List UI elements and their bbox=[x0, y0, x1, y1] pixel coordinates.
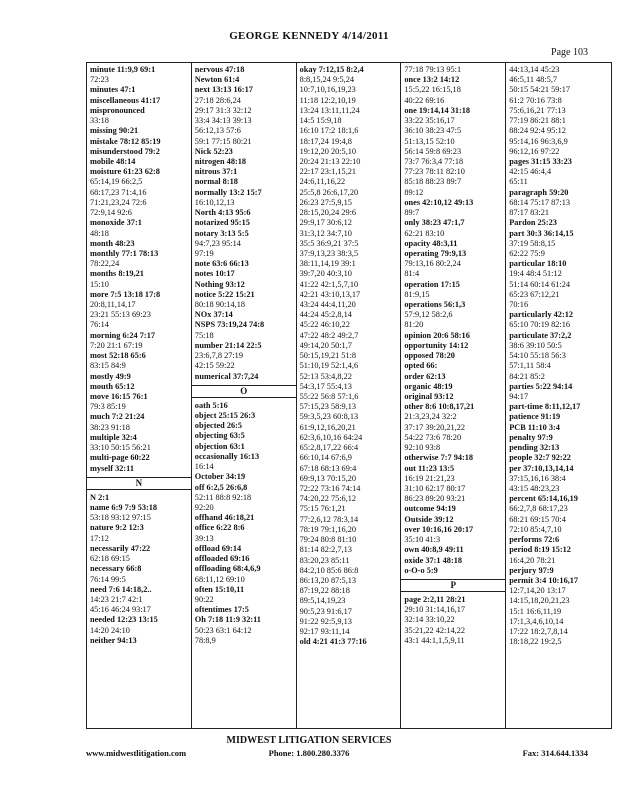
index-entry: opinion 20:6 58:16 bbox=[404, 330, 470, 340]
index-entry-continuation: 59:1 77:15 80:21 bbox=[194, 136, 252, 146]
index-grid bbox=[86, 62, 612, 729]
index-entry-continuation: 79:13,16 80:2,24 bbox=[404, 259, 461, 269]
index-entry-continuation: 29:10 31:14,16,17 bbox=[404, 605, 466, 615]
index-entry-continuation: 36:10 38:23 47:5 bbox=[404, 126, 462, 136]
index-entry-continuation: 43:15 48:23,23 bbox=[509, 483, 560, 493]
index-entry: Newton 61:4 bbox=[194, 75, 240, 85]
index-entry: PCB 11:10 3:4 bbox=[509, 422, 560, 432]
index-entry-continuation: 29:9,17 30:6,12 bbox=[299, 218, 352, 228]
index-entry-continuation: 88:24 92:4 95:12 bbox=[509, 126, 566, 136]
index-entry-continuation: 31:3,12 34:7,10 bbox=[299, 228, 352, 238]
index-entry-continuation: 37:9,13,23 38:3,5 bbox=[299, 248, 359, 258]
index-entry-continuation: 44:13,14 45:23 bbox=[509, 65, 560, 74]
index-entry: normally 13:2 15:7 bbox=[194, 187, 262, 197]
index-entry: operating 79:9,13 bbox=[404, 248, 467, 258]
index-entry: moisture 61:23 62:8 bbox=[90, 167, 160, 177]
index-column-3 bbox=[297, 63, 402, 728]
index-entry-continuation: 87:17 83:21 bbox=[509, 208, 550, 218]
index-entry-continuation: 77:18 79:13 95:1 bbox=[404, 65, 462, 74]
index-entry-continuation: 24:6,11,16,22 bbox=[299, 177, 346, 187]
index-entry-continuation: 76:14 bbox=[90, 320, 109, 330]
index-entry-continuation: 79:3 85:19 bbox=[90, 402, 126, 412]
index-entry-continuation: 76:14 99:5 bbox=[90, 574, 126, 584]
footer-company: MIDWEST LITIGATION SERVICES bbox=[226, 735, 392, 746]
index-entry-continuation: 81:20 bbox=[404, 320, 424, 330]
index-entry-continuation: 16:4,20 78:21 bbox=[509, 555, 556, 565]
index-entry-continuation: 17:12 bbox=[90, 533, 109, 543]
index-entry: parties 5:22 94:14 bbox=[509, 381, 573, 391]
index-entry-continuation: 38:23 91:18 bbox=[90, 422, 130, 432]
index-entry: Nick 52:23 bbox=[194, 146, 233, 156]
index-entry: months 8:19,21 bbox=[90, 269, 144, 279]
index-entry: notarized 95:15 bbox=[194, 218, 250, 228]
index-entry: note 63:6 66:13 bbox=[194, 259, 249, 269]
index-entry-continuation: 48:18 bbox=[90, 228, 109, 238]
index-entry: October 34:19 bbox=[194, 472, 246, 482]
index-entry: once 13:2 14:12 bbox=[404, 75, 460, 85]
index-entry-continuation: 16:19 21:21,23 bbox=[404, 473, 455, 483]
index-entry-continuation: 38:11,14,19 39:1 bbox=[299, 259, 356, 269]
index-entry-continuation: 86:23 89:20 93:21 bbox=[404, 494, 466, 504]
index-entry-continuation: 62:21 83:10 bbox=[404, 228, 445, 238]
index-entry: object 25:15 26:3 bbox=[194, 411, 256, 420]
section-letter: O bbox=[192, 385, 296, 398]
index-entry: objecting 63:5 bbox=[194, 431, 245, 441]
index-entry: myself 32:11 bbox=[90, 463, 135, 473]
index-entry-continuation: 94:17 bbox=[509, 392, 529, 401]
index-entry-continuation: 77:19 86:21 88:1 bbox=[509, 116, 566, 126]
index-entry-continuation: 97:19 bbox=[194, 248, 214, 258]
index-column-2 bbox=[192, 63, 297, 728]
index-entry-continuation: 54:22 73:6 78:20 bbox=[404, 432, 462, 442]
index-entry: nitrous 37:1 bbox=[194, 167, 238, 177]
index-entry: misunderstood 79:2 bbox=[90, 146, 160, 156]
index-entry-continuation: 56:14 59:8 69:23 bbox=[404, 146, 462, 156]
index-entry: number 21:14 22:5 bbox=[194, 340, 262, 350]
index-entry-continuation: 23:21 55:13 69:23 bbox=[90, 310, 151, 320]
index-entry-continuation: 51:14 60:14 61:24 bbox=[509, 279, 571, 289]
index-entry-continuation: 81:14 82:2,7,13 bbox=[299, 545, 352, 555]
index-entry-continuation: 72:22 73:16 74:14 bbox=[299, 483, 361, 493]
index-entry-continuation: 79:24 80:8 81:10 bbox=[299, 535, 357, 545]
index-entry: often 15:10,11 bbox=[194, 584, 245, 594]
index-entry: outcome 94:19 bbox=[404, 504, 456, 514]
index-entry: order 62:13 bbox=[404, 371, 446, 381]
index-entry-continuation: 42:15 59:22 bbox=[194, 361, 235, 371]
index-entry-continuation: 78:8,9 bbox=[194, 635, 216, 645]
index-entry: oath 5:16 bbox=[194, 400, 228, 410]
index-entry-continuation: 18:17,24 19:4,8 bbox=[299, 136, 352, 146]
index-entry-continuation: 54:10 55:18 56:3 bbox=[509, 351, 566, 361]
index-entry-continuation: 47:22 48:2 49:2,7 bbox=[299, 330, 359, 340]
index-entry: notary 3:13 5:5 bbox=[194, 228, 249, 238]
index-entry: per 37:10,13,14,14 bbox=[509, 463, 574, 473]
index-entry: need 7:6 14:18,2.. bbox=[90, 584, 152, 594]
index-entry: people 32:7 92:22 bbox=[509, 453, 571, 463]
footer-fax: Fax: 314.644.1334 bbox=[522, 748, 588, 758]
index-entry-continuation: 61:2 70:16 73:8 bbox=[509, 95, 562, 105]
index-entry: North 4:13 95:6 bbox=[194, 208, 251, 218]
index-entry-continuation: 51:13,15 52:10 bbox=[404, 136, 455, 146]
index-entry-continuation: 86:13,20 87:5,13 bbox=[299, 575, 357, 585]
index-entry-continuation: 84:2,10 85:6 86:8 bbox=[299, 565, 359, 575]
index-entry: more 7:5 13:18 17:8 bbox=[90, 289, 161, 299]
index-entry-continuation: 92:10 93:8 bbox=[404, 443, 441, 453]
index-entry: o-O-o 5:9 bbox=[404, 565, 438, 575]
index-entry: Oh 7:18 11:9 32:11 bbox=[194, 615, 261, 625]
index-entry: opposed 78:20 bbox=[404, 351, 455, 361]
index-entry-continuation: 13:24 13:11,11,24 bbox=[299, 105, 360, 115]
index-entry: nitrogen 48:18 bbox=[194, 156, 247, 166]
index-entry: offhand 46:18,21 bbox=[194, 513, 255, 523]
index-entry-continuation: 39:13 bbox=[194, 533, 214, 543]
index-entry-continuation: 61:9,12,16,20,21 bbox=[299, 422, 356, 432]
section-letter: P bbox=[401, 579, 505, 592]
index-entry: monoxide 37:1 bbox=[90, 218, 142, 228]
index-entry-continuation: 38:6 39:10 50:5 bbox=[509, 340, 562, 350]
index-entry-continuation: 15:5,22 16:15,18 bbox=[404, 85, 461, 95]
index-entry: multiple 32:4 bbox=[90, 432, 137, 442]
document-title: GEORGE KENNEDY 4/14/2011 bbox=[229, 30, 389, 42]
index-entry-continuation: 42:21 43:10,13,17 bbox=[299, 289, 361, 299]
index-entry: particular 18:10 bbox=[509, 259, 567, 269]
index-entry-continuation: 55:22 56:8 57:1,6 bbox=[299, 392, 359, 401]
index-entry: oxide 37:1 48:18 bbox=[404, 555, 463, 565]
index-entry: NSPS 73:19,24 74:8 bbox=[194, 320, 265, 330]
index-entry-continuation: 62:18 69:15 bbox=[90, 554, 130, 564]
index-entry: opacity 48:3,11 bbox=[404, 238, 458, 248]
index-entry-continuation: 37:15,16,16 38:4 bbox=[509, 473, 566, 483]
index-entry: Pardon 25:23 bbox=[509, 218, 557, 228]
index-entry: N 2:1 bbox=[90, 492, 110, 502]
index-entry: offloaded 69:16 bbox=[194, 554, 250, 564]
index-entry: multi-page 60:22 bbox=[90, 453, 150, 463]
index-entry-continuation: 40:22 69:16 bbox=[404, 95, 445, 105]
index-entry-continuation: 90:5,23 91:6,17 bbox=[299, 606, 352, 616]
index-entry-continuation: 89:5,14,19,23 bbox=[299, 596, 346, 606]
index-entry-continuation: 68:21 69:15 70:4 bbox=[509, 514, 566, 524]
index-entry-continuation: 42:15 46:4,4 bbox=[509, 167, 552, 177]
index-entry-continuation: 35:21,22 42:14,22 bbox=[404, 625, 466, 635]
index-entry-continuation: 33:4 34:13 39:13 bbox=[194, 116, 252, 126]
index-entry-continuation: 43:1 44:1,1,5,9,11 bbox=[404, 635, 465, 645]
index-entry: page 2:2,11 28:21 bbox=[404, 594, 466, 604]
index-entry-continuation: 78:22,24 bbox=[90, 259, 120, 269]
index-entry-continuation: 89:12 bbox=[404, 187, 424, 197]
index-entry-continuation: 8:8,15,24 9:5,24 bbox=[299, 75, 354, 85]
index-entry-continuation: 20:24 21:13 22:10 bbox=[299, 156, 361, 166]
index-entry: nervous 47:18 bbox=[194, 65, 245, 74]
index-entry: office 6:22 8:6 bbox=[194, 523, 245, 533]
index-entry-continuation: 46:5,11 48:5,7 bbox=[509, 75, 558, 85]
index-entry: permit 3:4 10:16,17 bbox=[509, 575, 579, 585]
index-entry-continuation: 87:19,22 88:18 bbox=[299, 586, 350, 596]
index-entry-continuation: 17:1,3,4,6,10,14 bbox=[509, 616, 564, 626]
index-entry-continuation: 91:22 92:5,9,13 bbox=[299, 616, 352, 626]
index-entry-continuation: 66:2,7,8 68:17,23 bbox=[509, 504, 568, 514]
index-entry-continuation: 75:15 76:1,21 bbox=[299, 504, 346, 514]
index-entry-continuation: 96:12,16 97:22 bbox=[509, 146, 560, 156]
index-entry: organic 48:19 bbox=[404, 381, 453, 391]
index-entry-continuation: 92:17 93:11,14 bbox=[299, 627, 350, 637]
index-entry-continuation: 56:12,13 57:6 bbox=[194, 126, 241, 136]
index-entry: pages 31:15 33:23 bbox=[509, 156, 572, 166]
index-entry: mispronounced bbox=[90, 105, 145, 115]
index-entry-continuation: 39:7,20 40:3,10 bbox=[299, 269, 352, 279]
index-entry-continuation: 28:15,20,24 29:6 bbox=[299, 208, 357, 218]
index-entry: name 6:9 7:9 53:18 bbox=[90, 502, 158, 512]
index-entry-continuation: 21:3,23,24 32:2 bbox=[404, 412, 457, 422]
index-entry-continuation: 14:15,18,20,21,23 bbox=[509, 596, 570, 606]
index-entry: period 8:19 15:12 bbox=[509, 545, 571, 555]
index-entry-continuation: 33:10 50:15 56:21 bbox=[90, 443, 151, 453]
index-entry-continuation: 68:17,23 71:4,16 bbox=[90, 187, 147, 197]
index-entry-continuation: 16:10,12,13 bbox=[194, 197, 235, 207]
index-entry: own 40:8,9 49:11 bbox=[404, 545, 464, 555]
index-column-5 bbox=[506, 63, 611, 728]
index-entry: normal 8:18 bbox=[194, 177, 238, 187]
index-entry-continuation: 66:10,14 67:6,9 bbox=[299, 453, 352, 463]
index-entry: mistake 78:12 85:19 bbox=[90, 136, 161, 146]
index-entry-continuation: 77:2,6,12 78:3,14 bbox=[299, 514, 359, 524]
index-entry-continuation: 52:13 53:4,8,22 bbox=[299, 371, 352, 381]
index-entry-continuation: 65:14,19 66:2,5 bbox=[90, 177, 143, 187]
index-entry-continuation: 35:10 41:3 bbox=[404, 535, 441, 545]
index-entry-continuation: 14:23 21:7 42:1 bbox=[90, 594, 143, 604]
index-entry-continuation: 94:7,23 95:14 bbox=[194, 238, 241, 248]
index-entry-continuation: 37:17 39:20,21,22 bbox=[404, 422, 466, 432]
index-entry-continuation: 50:23 63:1 64:12 bbox=[194, 625, 252, 635]
index-entry-continuation: 44:24 45:2,8,14 bbox=[299, 310, 352, 320]
index-entry: move 16:15 76:1 bbox=[90, 392, 148, 401]
index-entry-continuation: 57:15,23 58:9,13 bbox=[299, 402, 357, 412]
index-entry: NOx 37:14 bbox=[194, 310, 233, 320]
index-entry-continuation: 49:14,20 50:1,7 bbox=[299, 340, 352, 350]
index-entry-continuation: 16:10 17:2 18:1,6 bbox=[299, 126, 359, 136]
index-entry: offload 69:14 bbox=[194, 543, 242, 553]
index-entry-continuation: 65:2,8,17,22 66:4 bbox=[299, 443, 359, 453]
index-entry: much 7:2 21:24 bbox=[90, 412, 145, 422]
index-entry: occasionally 16:13 bbox=[194, 451, 260, 461]
index-entry-continuation: 45:16 46:24 93:17 bbox=[90, 605, 151, 615]
index-entry: necessarily 47:22 bbox=[90, 543, 151, 553]
index-entry-continuation: 90:22 bbox=[194, 594, 214, 604]
index-entry-continuation: 33:22 35:16,17 bbox=[404, 116, 455, 126]
index-entry-continuation: 73:7 76:3,4 77:18 bbox=[404, 156, 464, 166]
index-entry-continuation: 70:16 bbox=[509, 300, 529, 310]
index-entry-continuation: 10:7,10,16,19,23 bbox=[299, 85, 356, 95]
index-entry: original 93:12 bbox=[404, 392, 454, 401]
index-entry: month 48:23 bbox=[90, 238, 135, 248]
index-entry: objection 63:1 bbox=[194, 441, 245, 451]
index-entry-continuation: 57:1,11 58:4 bbox=[509, 361, 551, 371]
index-entry: only 38:23 47:1,7 bbox=[404, 218, 465, 228]
index-entry-continuation: 12:7,14,20 13:17 bbox=[509, 586, 566, 596]
index-entry-continuation: 75:6,16,21 77:13 bbox=[509, 105, 566, 115]
index-entry: notes 10:17 bbox=[194, 269, 235, 279]
index-entry-continuation: 31:10 62:17 80:17 bbox=[404, 483, 466, 493]
index-entry-continuation: 95:14,16 96:3,6,9 bbox=[509, 136, 568, 146]
index-entry: operation 17:15 bbox=[404, 279, 460, 289]
index-entry-continuation: 83:15 84:9 bbox=[90, 361, 126, 371]
index-entry: opportunity 14:12 bbox=[404, 340, 469, 350]
index-entry: opted 66: bbox=[404, 361, 438, 371]
index-entry-continuation: 62:22 75:9 bbox=[509, 248, 545, 258]
index-entry-continuation: 81:9,15 bbox=[404, 289, 430, 299]
index-entry-continuation: 72:23 bbox=[90, 75, 109, 85]
index-entry-continuation: 54:3,17 55:4,13 bbox=[299, 381, 352, 391]
index-entry: perjury 97:9 bbox=[509, 565, 554, 575]
index-entry: nature 9:2 12:3 bbox=[90, 523, 144, 533]
index-entry: ones 42:10,12 49:13 bbox=[404, 197, 474, 207]
index-entry: offloading 68:4,6,9 bbox=[194, 564, 261, 574]
index-entry-continuation: 57:9,12 58:2,6 bbox=[404, 310, 453, 320]
index-entry: off 6:2,5 26:6,8 bbox=[194, 482, 248, 492]
index-entry-continuation: 23:6,7,8 27:19 bbox=[194, 351, 243, 361]
index-entry-continuation: 17:22 18:2,7,8,14 bbox=[509, 627, 568, 637]
index-entry-continuation: 77:23 78:11 82:10 bbox=[404, 167, 465, 177]
index-entry: paragraph 59:20 bbox=[509, 187, 569, 197]
index-entry-continuation: 50:15 54:21 59:17 bbox=[509, 85, 571, 95]
index-entry-continuation: 35:5 36:9,21 37:5 bbox=[299, 238, 359, 248]
index-entry: most 52:18 65:6 bbox=[90, 351, 146, 361]
index-entry-continuation: 43:24 44:4,11,20 bbox=[299, 300, 356, 310]
index-entry-continuation: 26:23 27:5,9,15 bbox=[299, 197, 352, 207]
index-entry-continuation: 69:9,13 70:15,20 bbox=[299, 473, 357, 483]
section-letter: N bbox=[87, 477, 191, 490]
index-entry-continuation: 74:20,22 75:6,12 bbox=[299, 494, 357, 504]
index-entry-continuation: 14:20 24:10 bbox=[90, 625, 130, 635]
index-entry-continuation: 11:18 12:2,10,19 bbox=[299, 95, 356, 105]
index-entry: operations 56:1,3 bbox=[404, 300, 466, 310]
index-entry-continuation: 37:19 58:8,15 bbox=[509, 238, 556, 248]
index-entry-continuation: 20:8,11,14,17 bbox=[90, 300, 136, 310]
index-entry: out 11:23 13:5 bbox=[404, 463, 455, 473]
index-entry: part 30:3 36:14,15 bbox=[509, 228, 574, 238]
index-entry: objected 26:5 bbox=[194, 421, 243, 431]
index-entry: other 8:6 10:8,17,21 bbox=[404, 402, 475, 412]
index-entry-continuation: 45:22 46:10,22 bbox=[299, 320, 350, 330]
index-entry-continuation: 25:5,8 26:6,17,20 bbox=[299, 187, 359, 197]
index-entry-continuation: 84:21 85:2 bbox=[509, 371, 545, 381]
index-entry-continuation: 59:3,5,23 60:8,13 bbox=[299, 412, 359, 422]
index-entry: old 4:21 41:3 77:16 bbox=[299, 637, 367, 647]
index-entry: penalty 97:9 bbox=[509, 432, 553, 442]
index-column-1 bbox=[87, 63, 192, 728]
index-entry: particularly 42:12 bbox=[509, 310, 574, 320]
index-entry-continuation: 75:18 bbox=[194, 330, 214, 340]
index-entry: mostly 49:9 bbox=[90, 371, 131, 381]
index-entry: missing 90:21 bbox=[90, 126, 139, 136]
index-entry-continuation: 92:20 bbox=[194, 502, 214, 512]
index-entry: monthly 77:1 78:13 bbox=[90, 248, 159, 258]
index-entry: morning 6:24 7:17 bbox=[90, 330, 155, 340]
index-entry-continuation: 27:18 28:6,24 bbox=[194, 95, 241, 105]
index-entry-continuation: 16:14 bbox=[194, 462, 214, 472]
index-entry-continuation: 19:12,20 20:5,10 bbox=[299, 146, 357, 156]
index-entry-continuation: 7:20 21:1 67:19 bbox=[90, 340, 143, 350]
index-entry: performs 72:6 bbox=[509, 535, 560, 545]
index-entry: next 13:13 16:17 bbox=[194, 85, 253, 95]
index-entry: okay 7:12,15 8:2,4 bbox=[299, 65, 364, 74]
index-entry-continuation: 89:7 bbox=[404, 208, 420, 218]
index-entry-continuation: 52:11 88:8 92:18 bbox=[194, 492, 252, 502]
index-entry: otherwise 7:7 94:18 bbox=[404, 453, 474, 463]
index-entry-continuation: 53:18 93:12 97:15 bbox=[90, 513, 151, 523]
index-entry-continuation: 83:20,23 85:11 bbox=[299, 555, 350, 565]
index-entry: particulate 37:2,2 bbox=[509, 330, 572, 340]
index-entry-continuation: 65:10 70:19 82:16 bbox=[509, 320, 571, 330]
index-entry: miscellaneous 41:17 bbox=[90, 95, 161, 105]
index-entry-continuation: 33:18 bbox=[90, 116, 109, 126]
index-entry-continuation: 22:17 23:1,15,21 bbox=[299, 167, 357, 177]
index-entry-continuation: 85:18 88:23 89:7 bbox=[404, 177, 462, 187]
footer-website: www.midwestlitigation.com bbox=[86, 748, 187, 758]
index-entry-continuation: 29:17 31:3 32:12 bbox=[194, 105, 252, 115]
index-entry-continuation: 68:11,12 69:10 bbox=[194, 574, 245, 584]
index-entry-continuation: 62:3,6,10,16 64:24 bbox=[299, 432, 363, 442]
index-entry: necessary 66:8 bbox=[90, 564, 142, 574]
index-entry-continuation: 72:10 85:4,7,10 bbox=[509, 524, 562, 534]
index-entry: minute 11:9,9 69:1 bbox=[90, 65, 156, 74]
index-entry-continuation: 15:1 16:6,11,19 bbox=[509, 606, 562, 616]
index-entry: percent 65:14,16,19 bbox=[509, 494, 578, 504]
index-entry-continuation: 18:18,22 19:2,5 bbox=[509, 637, 562, 647]
index-entry-continuation: 14:5 15:9,18 bbox=[299, 116, 342, 126]
footer-phone: Phone: 1.800.280.3376 bbox=[268, 748, 350, 758]
index-entry-continuation: 50:15,19,21 51:8 bbox=[299, 351, 357, 361]
index-entry: Outside 39:12 bbox=[404, 514, 454, 524]
index-entry-continuation: 67:18 68:13 69:4 bbox=[299, 463, 357, 473]
index-entry-continuation: 71:21,23,24 72:6 bbox=[90, 197, 147, 207]
index-entry-continuation: 15:10 bbox=[90, 279, 109, 289]
index-entry: numerical 37:7,24 bbox=[194, 371, 259, 381]
index-entry: one 19:14,14 31:18 bbox=[404, 105, 471, 115]
index-entry-continuation: 72:9,14 92:6 bbox=[90, 208, 132, 218]
index-entry-continuation: 19:4 48:4 51:12 bbox=[509, 269, 562, 279]
index-entry: pending 32:13 bbox=[509, 443, 560, 453]
index-entry-continuation: 81:4 bbox=[404, 269, 420, 279]
index-entry: neither 94:13 bbox=[90, 635, 137, 645]
index-entry: Nothing 93:12 bbox=[194, 279, 245, 289]
index-entry: part-time 8:11,12,17 bbox=[509, 402, 581, 412]
index-entry: oftentimes 17:5 bbox=[194, 605, 249, 615]
index-entry-continuation: 80:18 90:14,18 bbox=[194, 300, 246, 310]
page-number: Page 103 bbox=[551, 47, 588, 58]
index-entry-continuation: 51:10,19 52:1,4,6 bbox=[299, 361, 359, 371]
index-entry: mouth 65:12 bbox=[90, 381, 135, 391]
index-entry: needed 12:23 13:15 bbox=[90, 615, 158, 625]
index-entry-continuation: 65:23 67:12,21 bbox=[509, 289, 560, 299]
index-entry: notice 5:22 15:21 bbox=[194, 289, 255, 299]
index-column-4 bbox=[401, 63, 506, 728]
index-entry: mobile 48:14 bbox=[90, 156, 136, 166]
index-entry-continuation: 68:14 75:17 87:13 bbox=[509, 197, 571, 207]
index-entry-continuation: 78:19 79:1,16,20 bbox=[299, 524, 357, 534]
index-entry: patience 91:19 bbox=[509, 412, 561, 422]
index-entry-continuation: 65:11 bbox=[509, 177, 528, 187]
index-entry-continuation: 32:14 33:10,22 bbox=[404, 615, 455, 625]
index-entry-continuation: 41:22 42:1,5,7,10 bbox=[299, 279, 359, 289]
index-entry: over 10:16,16 20:17 bbox=[404, 524, 474, 534]
index-entry: minutes 47:1 bbox=[90, 85, 136, 95]
